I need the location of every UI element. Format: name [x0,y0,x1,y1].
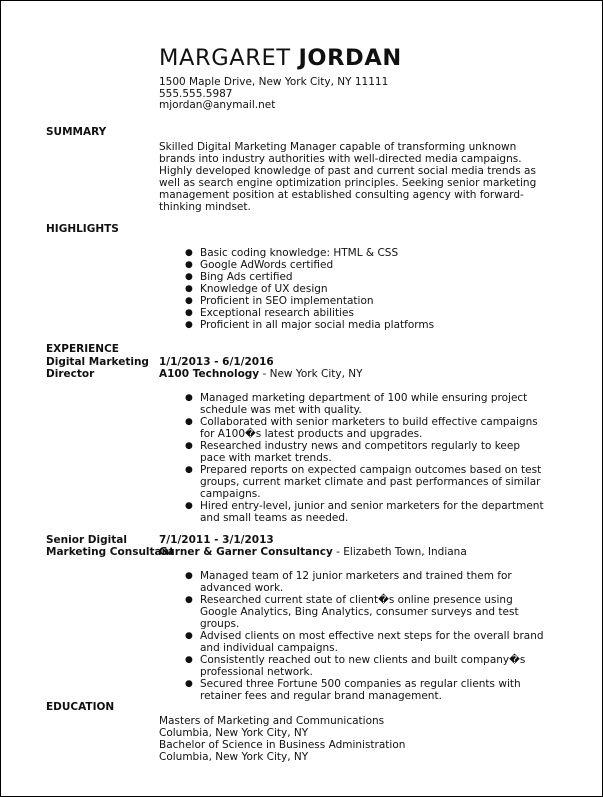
list-item: ● Basic coding knowledge: HTML & CSS [185,247,545,259]
list-item: ● Consistently reached out to new clients and built company�s professional network. [185,654,545,678]
job-title-line: Senior Digital [46,534,127,546]
list-item: ● Proficient in all major social media platforms [185,319,545,331]
list-item: ● Researched current state of client�s online presence using Google Analytics, Bing Analytics, consumer surveys and test groups. [185,594,545,630]
degree: Bachelor of Science in Business Administration [159,739,406,751]
list-item: ● Hired entry-level, junior and senior marketers for the department and small teams as needed. [185,500,545,524]
degree: Masters of Marketing and Communications [159,715,385,727]
contact-info [159,77,388,112]
education-heading: EDUCATION [46,701,115,713]
company-location: - New York City, NY [259,368,363,380]
job-dates: 7/1/2011 - 3/1/2013 [159,534,274,546]
list-item: ● Prepared reports on expected campaign outcomes based on test groups, current market climate and past performances of similar campaigns. [185,464,545,500]
list-item: ● Researched industry news and competitors regularly to keep pace with market trends. [185,440,545,464]
address: 1500 Maple Drive, New York City, NY 11111 [159,76,389,88]
candidate-name [159,45,402,71]
job-title [46,534,175,558]
job-company [159,546,467,558]
list-item: ● Collaborated with senior marketers to build effective campaigns for A100�s latest products and upgrades. [185,416,545,440]
experience-heading: EXPERIENCE [46,343,119,355]
job-title [46,356,164,380]
highlights-list [185,247,545,331]
list-item: ● Knowledge of UX design [185,283,545,295]
last-name: JORDAN [298,45,402,71]
list-item: ● Secured three Fortune 500 companies as regular clients with retainer fees and regular brand management. [185,678,545,702]
job-bullets [185,570,545,702]
first-name: MARGARET [159,45,291,71]
list-item: ● Proficient in SEO implementation [185,295,545,307]
list-item: ● Managed marketing department of 100 while ensuring project schedule was met with quality. [185,392,545,416]
job-dates: 1/1/2013 - 6/1/2016 [159,356,274,368]
job-company [159,368,363,380]
list-item: ● Exceptional research abilities [185,307,545,319]
list-item: ● Bing Ads certified [185,271,545,283]
education-details [159,715,405,763]
company-location: - Elizabeth Town, Indiana [332,546,467,558]
summary-text: Skilled Digital Marketing Manager capable of transforming unknown brands into industry authorities with well-directed media campaigns. Highly developed knowledge of past and current social media trends as well as search engine optimization principles. Seeking senior marketing management position at established consulting agency with forward-thinking mindset. [159,141,537,213]
phone: 555.555.5987 [159,87,233,100]
school-location: Columbia, New York City, NY [159,751,309,763]
job-title-line: Marketing Consultant [46,546,175,558]
list-item: ● Advised clients on most effective next steps for the overall brand and individual campaigns. [185,630,545,654]
job-title-line: Director [46,368,95,380]
job-title-line: Digital Marketing [46,356,149,368]
summary-heading: SUMMARY [46,126,107,138]
email: mjordan@anymail.net [159,99,276,112]
school-location: Columbia, New York City, NY [159,727,309,739]
list-item: ● Google AdWords certified [185,259,545,271]
company-name: Garner & Garner Consultancy [159,546,333,558]
job-bullets [185,392,545,524]
company-name: A100 Technology [159,368,260,380]
list-item: ● Managed team of 12 junior marketers and trained them for advanced work. [185,570,545,594]
highlights-heading: HIGHLIGHTS [46,223,119,235]
